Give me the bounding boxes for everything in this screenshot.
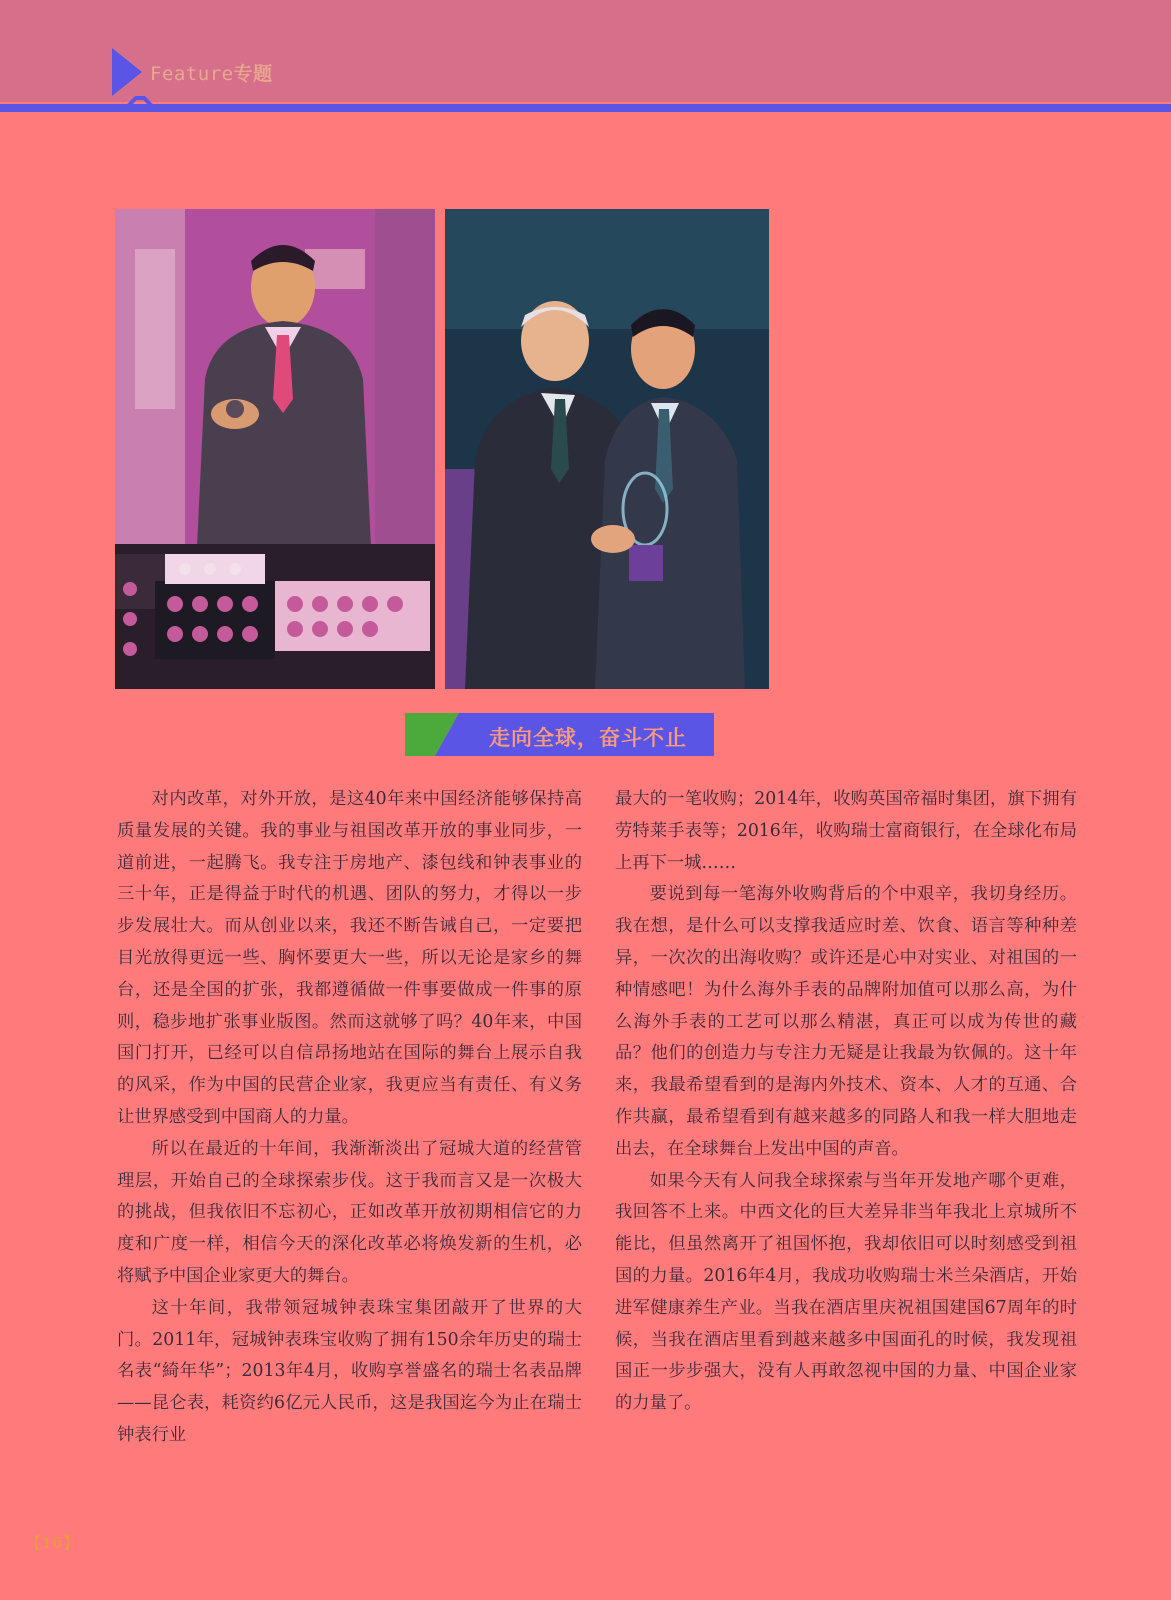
feature-label: Feature	[150, 63, 234, 85]
section-label: 专题	[233, 63, 273, 85]
photo-right-illustration	[445, 209, 769, 689]
section-title: 走向全球，奋斗不止	[489, 726, 687, 750]
photo-left-illustration	[115, 209, 435, 689]
paragraph: 对内改革，对外开放，是这40年来中国经济能够保持高质量发展的关键。我的事业与祖国改革开放的事业同步，一道前进，一起腾飞。我专注于房地产、漆包线和钟表事业的三十年，正是得益于时代的机遇、团队的努力，才得以一步步发展壮大。而从创业以来，我还不断告诫自己，一定要把目光放得更远一些、胸怀要更大一些，所以无论是家乡的舞台，还是全国的扩张，我都遵循做一件事要做成一件事的原则，稳步地扩张事业版图。然而这就够了吗？40年来，中国国门打开，已经可以自信昂扬地站在国际的舞台上展示自我的风采，作为中国的民营企业家，我更应当有责任、有义务让世界感受到中国商人的力量。	[117, 789, 582, 1127]
header-title	[150, 59, 273, 86]
paragraph: 这十年间，我带领冠城钟表珠宝集团敲开了世界的大门。2011年，冠城钟表珠宝收购了拥有150余年历史的瑞士名表“綺年华”；2013年4月，收购享誉盛名的瑞士名表品牌——昆仑表，耗资约6亿元人民币，这是我国迄今为止在瑞士钟表行业	[117, 1297, 582, 1445]
play-arrow-icon	[112, 48, 142, 96]
photo-handshake-with-trophy	[445, 209, 769, 689]
article-column-right	[615, 784, 1077, 1420]
page-number: 【16】	[26, 1534, 80, 1552]
photo-man-with-watches	[115, 209, 435, 689]
header-notch-decoration	[118, 96, 158, 110]
paragraph: 如果今天有人问我全球探索与当年开发地产哪个更难，我回答不上来。中西文化的巨大差异非当年我北上京城所不能比，但虽然离开了祖国怀抱，我却依旧可以时刻感受到祖国的力量。2016年4月，我成功收购瑞士米兰朵酒店，开始进军健康养生产业。当我在酒店里庆祝祖国建国67周年的时候，当我在酒店里看到越来越多中国面孔的时候，我发现祖国正一步步强大，没有人再敢忽视中国的力量、中国企业家的力量了。	[615, 1170, 1077, 1414]
page-number-value: 16	[42, 1534, 64, 1552]
header-rule	[0, 104, 1171, 112]
paragraph: 要说到每一笔海外收购背后的个中艰辛，我切身经历。我在想，是什么可以支撑我适应时差、饮食、语言等种种差异，一次次的出海收购？或许还是心中对实业、对祖国的一种情感吧！为什么海外手表的品牌附加值可以那么高，为什么海外手表的工艺可以那么精湛，真正可以成为传世的藏品？他们的创造力与专注力无疑是让我最为钦佩的。这十年来，我最希望看到的是海内外技术、资本、人才的互通、合作共赢，最希望看到有越来越多的同路人和我一样大胆地走出去，在全球舞台上发出中国的声音。	[615, 884, 1077, 1159]
section-banner	[405, 713, 714, 756]
paragraph-continuation: 最大的一笔收购；2014年，收购英国帝福时集团，旗下拥有劳特莱手表等；2016年，收购瑞士富商银行，在全球化布局上再下一城……	[615, 789, 1077, 873]
article-column-left	[117, 784, 582, 1452]
paragraph: 所以在最近的十年间，我渐渐淡出了冠城大道的经营管理层，开始自己的全球探索步伐。这于我而言又是一次极大的挑战，但我依旧不忘初心，正如改革开放初期相信它的力度和广度一样，相信今天的深化改革必将焕发新的生机，必将赋予中国企业家更大的舞台。	[117, 1138, 582, 1286]
header-band	[0, 0, 1171, 102]
